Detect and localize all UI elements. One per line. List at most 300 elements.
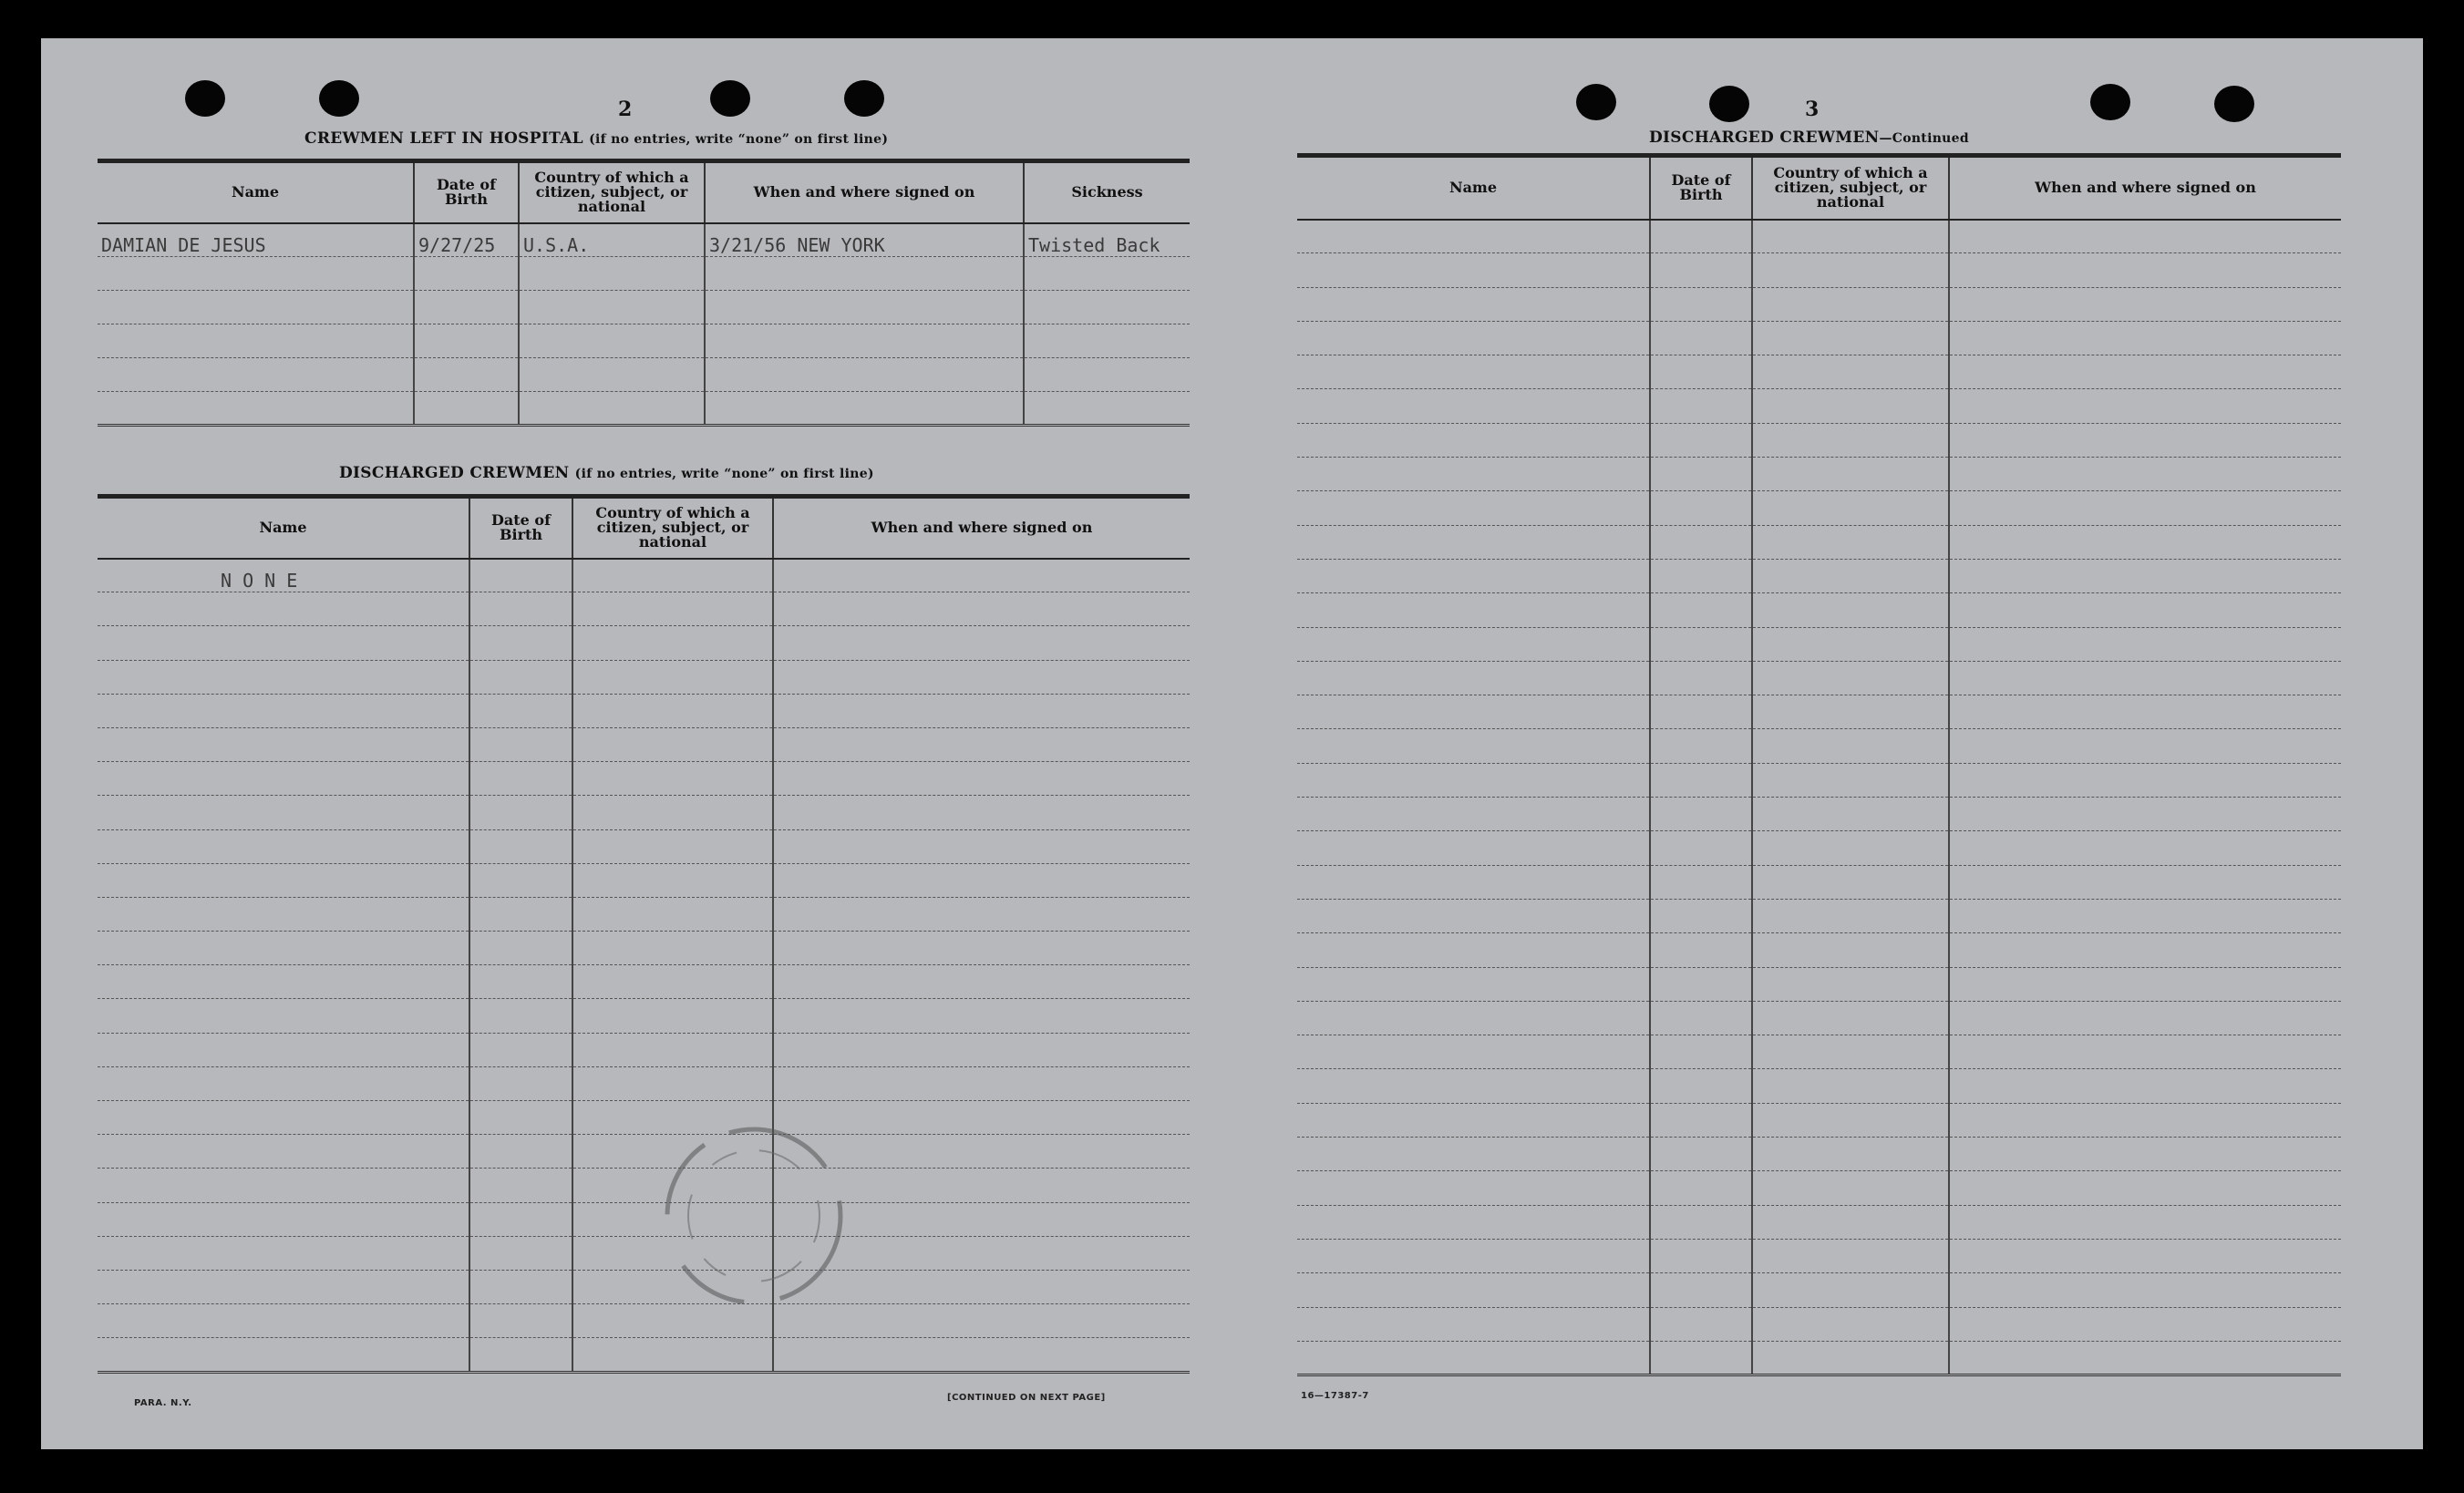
cell-name	[98, 1236, 469, 1270]
cell-country	[572, 863, 773, 897]
table-row	[1297, 763, 2341, 797]
cell-country	[1752, 1035, 1949, 1069]
cell-signed-on	[1949, 355, 2341, 389]
table-row	[1297, 389, 2341, 423]
cell-country	[1752, 1103, 1949, 1137]
cell-name: N O N E	[98, 559, 469, 592]
table-row	[1297, 491, 2341, 525]
cell-country	[572, 762, 773, 796]
table-row	[1297, 1035, 2341, 1069]
binder-hole	[1709, 86, 1749, 122]
cell-signed-on	[1949, 967, 2341, 1001]
cell-signed-on	[773, 626, 1190, 660]
cell-date-of-birth	[1650, 1205, 1752, 1239]
cell-date-of-birth	[414, 324, 519, 358]
hospital-title-text: CREWMEN LEFT IN HOSPITAL	[304, 129, 583, 148]
cell-name	[98, 999, 469, 1033]
cell-date-of-birth	[1650, 491, 1752, 525]
cell-country	[572, 660, 773, 694]
cell-name	[1297, 1138, 1650, 1171]
printer-mark: PARA. N.Y.	[134, 1398, 192, 1408]
table-row	[98, 626, 1190, 660]
cell-country	[519, 358, 705, 392]
cell-name	[1297, 1205, 1650, 1239]
cell-date-of-birth	[1650, 1239, 1752, 1272]
cell-date-of-birth	[1650, 763, 1752, 797]
cell-country	[519, 257, 705, 291]
cell-signed-on	[773, 660, 1190, 694]
cell-signed-on	[1949, 933, 2341, 967]
cell-signed-on	[1949, 1307, 2341, 1341]
cell-name	[98, 1338, 469, 1372]
cell-name	[98, 965, 469, 999]
table-row	[1297, 321, 2341, 355]
cell-country	[1752, 865, 1949, 899]
table-row	[1297, 967, 2341, 1001]
cell-date-of-birth	[1650, 253, 1752, 287]
cell-name	[1297, 220, 1650, 253]
cell-signed-on	[1949, 559, 2341, 592]
cell-name	[1297, 695, 1650, 729]
table-row	[1297, 865, 2341, 899]
cell-date-of-birth	[1650, 423, 1752, 457]
table-row	[98, 1304, 1190, 1338]
cell-name	[98, 932, 469, 965]
cell-country	[572, 1033, 773, 1066]
continued-discharged-table	[1297, 153, 2341, 1376]
cell-country	[572, 932, 773, 965]
cell-country	[572, 965, 773, 999]
cell-name	[1297, 1273, 1650, 1307]
discharged-title-text: DISCHARGED CREWMEN	[339, 464, 570, 482]
cell-country	[1752, 525, 1949, 559]
column-header-date-of-birth: Date of Birth	[469, 497, 572, 559]
binder-hole	[185, 80, 225, 117]
cell-date-of-birth	[1650, 593, 1752, 627]
cell-name	[1297, 1103, 1650, 1137]
cell-country	[1752, 1138, 1949, 1171]
table-row	[1297, 1205, 2341, 1239]
cell-country	[1752, 831, 1949, 865]
cell-name	[98, 829, 469, 863]
column-header-sickness: Sickness	[1024, 161, 1190, 223]
cell-date-of-birth	[1650, 389, 1752, 423]
cell-date-of-birth	[469, 626, 572, 660]
cell-date-of-birth	[469, 1066, 572, 1100]
cell-name	[1297, 661, 1650, 695]
column-header-name: Name	[1297, 156, 1650, 220]
table-row	[1297, 1138, 2341, 1171]
table-row	[98, 1033, 1190, 1066]
cell-country	[1752, 321, 1949, 355]
cell-date-of-birth	[469, 559, 572, 592]
cell-country	[572, 897, 773, 931]
cell-name	[98, 592, 469, 626]
table-row	[98, 1101, 1190, 1135]
cell-name	[98, 1135, 469, 1169]
cell-sickness: Twisted Back	[1024, 223, 1190, 257]
cell-sickness	[1024, 358, 1190, 392]
cell-date-of-birth	[469, 829, 572, 863]
cell-country	[1752, 1239, 1949, 1272]
cell-date-of-birth	[469, 932, 572, 965]
cell-signed-on	[773, 863, 1190, 897]
cell-signed-on	[773, 897, 1190, 931]
cell-date-of-birth	[1650, 220, 1752, 253]
table-row	[98, 863, 1190, 897]
cell-date-of-birth	[469, 796, 572, 829]
cell-date-of-birth	[469, 762, 572, 796]
cell-signed-on	[773, 694, 1190, 727]
cell-country	[572, 1066, 773, 1100]
cell-name	[1297, 831, 1650, 865]
table-row	[98, 1169, 1190, 1202]
cell-name	[98, 626, 469, 660]
table-row	[1297, 627, 2341, 661]
cell-name	[1297, 1171, 1650, 1205]
cell-country	[572, 626, 773, 660]
cell-signed-on	[1949, 763, 2341, 797]
cell-date-of-birth	[469, 1169, 572, 1202]
cell-name	[1297, 1239, 1650, 1272]
table-row	[98, 1338, 1190, 1372]
discharged-table	[98, 494, 1190, 1374]
cell-name	[98, 1270, 469, 1303]
cell-signed-on	[773, 727, 1190, 761]
table-row	[1297, 355, 2341, 389]
cell-date-of-birth	[1650, 661, 1752, 695]
cell-name	[98, 1169, 469, 1202]
cell-name	[98, 762, 469, 796]
page-number-right: 3	[1805, 98, 1820, 121]
cell-signed-on	[1949, 491, 2341, 525]
cell-signed-on	[1949, 661, 2341, 695]
cell-name	[98, 1101, 469, 1135]
cell-date-of-birth	[469, 1033, 572, 1066]
table-row	[98, 796, 1190, 829]
cell-country	[1752, 287, 1949, 321]
cell-date-of-birth	[469, 1338, 572, 1372]
cell-date-of-birth	[1650, 321, 1752, 355]
table-row	[98, 694, 1190, 727]
cell-country	[1752, 355, 1949, 389]
table-row	[98, 999, 1190, 1033]
cell-sickness	[1024, 324, 1190, 358]
binder-hole	[319, 80, 359, 117]
cell-country	[572, 559, 773, 592]
cell-name	[1297, 389, 1650, 423]
table-row	[1297, 1103, 2341, 1137]
cell-signed-on	[773, 1066, 1190, 1100]
column-header-date-of-birth: Date of Birth	[414, 161, 519, 223]
table-row	[1297, 729, 2341, 763]
cell-date-of-birth	[414, 257, 519, 291]
table-row	[1297, 593, 2341, 627]
table-row	[98, 291, 1190, 324]
cell-country	[1752, 627, 1949, 661]
cell-date-of-birth	[414, 358, 519, 392]
table-row	[98, 1202, 1190, 1236]
table-row	[1297, 798, 2341, 831]
cell-date-of-birth	[469, 999, 572, 1033]
cell-signed-on	[773, 796, 1190, 829]
cell-date-of-birth	[469, 694, 572, 727]
cell-date-of-birth	[1650, 458, 1752, 491]
cell-signed-on	[1949, 1035, 2341, 1069]
cell-signed-on	[1949, 1069, 2341, 1103]
table-row	[1297, 1307, 2341, 1341]
table-row	[1297, 1171, 2341, 1205]
cell-name	[1297, 321, 1650, 355]
cell-country	[1752, 253, 1949, 287]
cell-date-of-birth	[1650, 1341, 1752, 1375]
column-header-country: Country of which a citizen, subject, or national	[519, 161, 705, 223]
cell-signed-on	[773, 932, 1190, 965]
table-row	[98, 392, 1190, 426]
cell-signed-on	[1949, 1239, 2341, 1272]
table-row	[1297, 661, 2341, 695]
cell-date-of-birth	[1650, 1171, 1752, 1205]
cell-signed-on	[1949, 423, 2341, 457]
cell-name: DAMIAN DE JESUS	[98, 223, 414, 257]
cell-signed-on	[1949, 253, 2341, 287]
cell-country: U.S.A.	[519, 223, 705, 257]
table-row	[98, 1066, 1190, 1100]
cell-date-of-birth	[1650, 1103, 1752, 1137]
table-row	[98, 660, 1190, 694]
table-row	[98, 727, 1190, 761]
cell-country	[1752, 798, 1949, 831]
column-header-name: Name	[98, 497, 469, 559]
cell-date-of-birth: 9/27/25	[414, 223, 519, 257]
table-row	[98, 1236, 1190, 1270]
cell-date-of-birth	[1650, 1069, 1752, 1103]
cell-name	[98, 1202, 469, 1236]
cell-date-of-birth	[1650, 933, 1752, 967]
cell-signed-on	[1949, 798, 2341, 831]
table-row	[98, 965, 1190, 999]
cell-sickness	[1024, 291, 1190, 324]
cell-country	[1752, 695, 1949, 729]
cell-name	[1297, 798, 1650, 831]
cell-name	[1297, 559, 1650, 592]
cell-name	[1297, 729, 1650, 763]
binder-hole	[1576, 84, 1616, 120]
cell-name	[1297, 355, 1650, 389]
table-row	[1297, 1341, 2341, 1375]
continued-section-title	[1649, 129, 1969, 147]
cell-signed-on	[705, 291, 1024, 324]
hospital-title-note: (if no entries, write “none” on first line)	[589, 132, 889, 147]
cell-name	[1297, 593, 1650, 627]
cell-signed-on	[1949, 831, 2341, 865]
cell-date-of-birth	[469, 1202, 572, 1236]
cell-country	[1752, 661, 1949, 695]
cell-signed-on	[1949, 899, 2341, 932]
cell-name	[98, 897, 469, 931]
cell-name	[98, 727, 469, 761]
cell-signed-on	[1949, 865, 2341, 899]
table-row	[98, 1270, 1190, 1303]
cell-date-of-birth	[1650, 525, 1752, 559]
hospital-section-title	[304, 129, 888, 148]
cell-name	[98, 1066, 469, 1100]
cell-signed-on	[773, 999, 1190, 1033]
cell-date-of-birth	[1650, 287, 1752, 321]
cell-date-of-birth	[469, 660, 572, 694]
cell-country	[1752, 491, 1949, 525]
table-row	[1297, 458, 2341, 491]
cell-name	[1297, 423, 1650, 457]
cell-name	[98, 392, 414, 426]
cell-signed-on	[705, 358, 1024, 392]
cell-signed-on	[1949, 525, 2341, 559]
cell-country	[1752, 967, 1949, 1001]
continued-note: [CONTINUED ON NEXT PAGE]	[947, 1393, 1106, 1403]
table-row	[1297, 525, 2341, 559]
cell-country	[519, 291, 705, 324]
cell-country	[1752, 729, 1949, 763]
cell-signed-on	[773, 1033, 1190, 1066]
column-header-signed-on: When and where signed on	[1949, 156, 2341, 220]
cell-name	[1297, 967, 1650, 1001]
cell-signed-on	[1949, 287, 2341, 321]
table-row	[1297, 253, 2341, 287]
column-header-signed-on: When and where signed on	[773, 497, 1190, 559]
cell-signed-on	[1949, 1103, 2341, 1137]
cell-signed-on	[773, 559, 1190, 592]
cell-country	[1752, 1001, 1949, 1035]
column-header-country: Country of which a citizen, subject, or national	[572, 497, 773, 559]
cell-country	[572, 592, 773, 626]
cell-date-of-birth	[469, 727, 572, 761]
binder-hole	[710, 80, 750, 117]
cell-signed-on	[1949, 729, 2341, 763]
cell-signed-on	[773, 592, 1190, 626]
column-header-name: Name	[98, 161, 414, 223]
cell-signed-on	[773, 762, 1190, 796]
cell-date-of-birth	[469, 897, 572, 931]
table-row	[1297, 423, 2341, 457]
cell-name	[1297, 1001, 1650, 1035]
cell-date-of-birth	[469, 863, 572, 897]
table-row	[1297, 1069, 2341, 1103]
cell-date-of-birth	[1650, 1307, 1752, 1341]
cell-signed-on	[773, 829, 1190, 863]
cell-date-of-birth	[1650, 1035, 1752, 1069]
cell-signed-on	[705, 257, 1024, 291]
cell-name	[98, 863, 469, 897]
cell-date-of-birth	[1650, 695, 1752, 729]
cell-signed-on	[705, 324, 1024, 358]
cell-date-of-birth	[1650, 355, 1752, 389]
port-stamp	[644, 1107, 863, 1325]
cell-name	[1297, 1307, 1650, 1341]
cell-country	[1752, 1205, 1949, 1239]
cell-date-of-birth	[469, 965, 572, 999]
column-header-signed-on: When and where signed on	[705, 161, 1024, 223]
continued-title-note: —Continued	[1879, 131, 1969, 146]
table-row	[98, 257, 1190, 291]
cell-signed-on	[773, 965, 1190, 999]
cell-date-of-birth	[469, 1270, 572, 1303]
cell-date-of-birth	[1650, 627, 1752, 661]
cell-date-of-birth	[1650, 559, 1752, 592]
table-row	[98, 1135, 1190, 1169]
cell-name	[98, 291, 414, 324]
table-row	[98, 829, 1190, 863]
cell-name	[1297, 933, 1650, 967]
table-row	[1297, 695, 2341, 729]
cell-country	[1752, 1273, 1949, 1307]
table-row	[1297, 831, 2341, 865]
binder-hole	[844, 80, 884, 117]
cell-name	[1297, 627, 1650, 661]
cell-country	[1752, 763, 1949, 797]
cell-date-of-birth	[469, 1101, 572, 1135]
page-number-left: 2	[618, 98, 633, 121]
cell-name	[98, 1304, 469, 1338]
cell-name	[1297, 491, 1650, 525]
discharged-title-note: (if no entries, write “none” on first line)	[574, 467, 874, 481]
hospital-table	[98, 159, 1190, 427]
cell-name	[1297, 253, 1650, 287]
cell-name	[1297, 763, 1650, 797]
cell-date-of-birth	[1650, 865, 1752, 899]
discharged-section-title	[339, 464, 874, 482]
table-row	[98, 592, 1190, 626]
cell-name	[1297, 1341, 1650, 1375]
table-row	[1297, 1001, 2341, 1035]
cell-name	[1297, 287, 1650, 321]
cell-country	[1752, 220, 1949, 253]
column-header-date-of-birth: Date of Birth	[1650, 156, 1752, 220]
cell-country	[572, 796, 773, 829]
cell-country	[1752, 933, 1949, 967]
table-row	[1297, 933, 2341, 967]
table-row	[1297, 220, 2341, 253]
cell-country	[1752, 389, 1949, 423]
cell-country	[1752, 559, 1949, 592]
cell-date-of-birth	[1650, 1001, 1752, 1035]
cell-signed-on	[1949, 1341, 2341, 1375]
cell-name	[1297, 899, 1650, 932]
cell-country	[1752, 1069, 1949, 1103]
cell-name	[1297, 1069, 1650, 1103]
table-row	[1297, 1273, 2341, 1307]
cell-date-of-birth	[469, 1135, 572, 1169]
binder-hole	[2214, 86, 2254, 122]
cell-name	[98, 694, 469, 727]
table-row	[1297, 559, 2341, 592]
cell-date-of-birth	[1650, 831, 1752, 865]
cell-country	[572, 999, 773, 1033]
cell-date-of-birth	[1650, 1138, 1752, 1171]
cell-signed-on	[773, 1338, 1190, 1372]
cell-signed-on	[1949, 321, 2341, 355]
form-number: 16—17387-7	[1301, 1391, 1369, 1401]
cell-date-of-birth	[469, 1236, 572, 1270]
table-row	[1297, 899, 2341, 932]
cell-name	[1297, 525, 1650, 559]
cell-country	[519, 392, 705, 426]
continued-title-text: DISCHARGED CREWMEN	[1649, 129, 1880, 147]
cell-signed-on	[1949, 695, 2341, 729]
cell-date-of-birth	[469, 592, 572, 626]
column-header-country: Country of which a citizen, subject, or national	[1752, 156, 1949, 220]
cell-signed-on	[1949, 389, 2341, 423]
cell-sickness	[1024, 257, 1190, 291]
